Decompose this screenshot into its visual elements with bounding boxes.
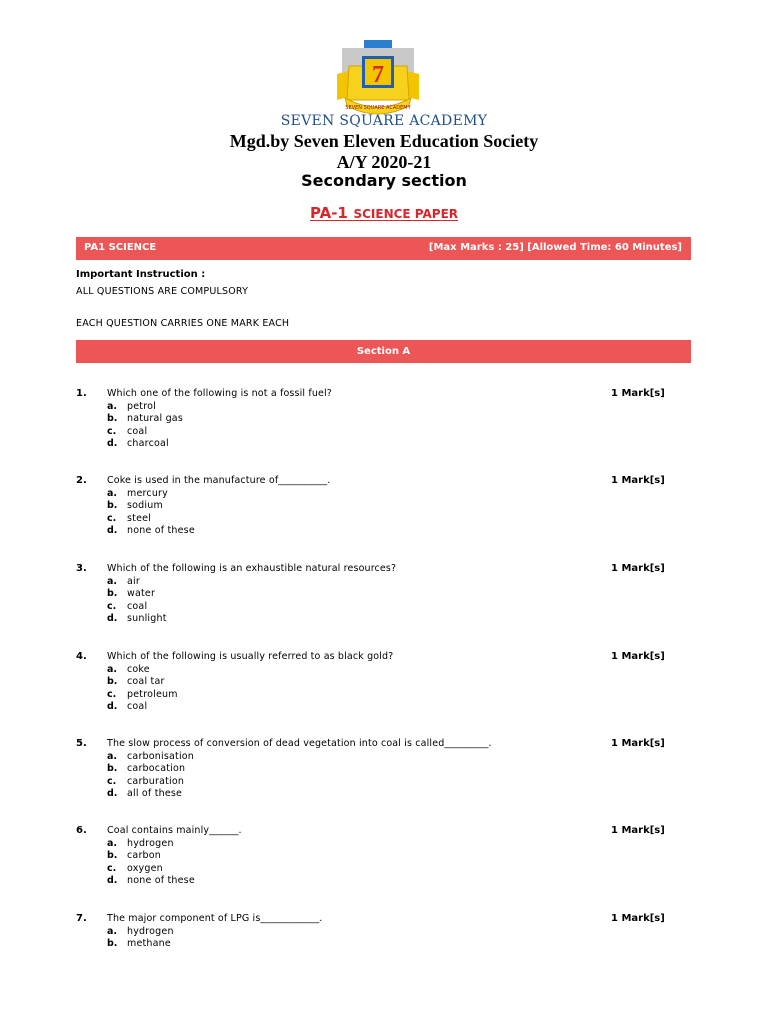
option-letter: d. xyxy=(107,613,118,624)
question-text: Which of the following is usually referred to as black gold? xyxy=(107,651,394,662)
academy-logo xyxy=(337,40,419,118)
paper-info-bar xyxy=(76,237,691,260)
option-letter: b. xyxy=(107,763,118,774)
academic-year: A/Y 2020-21 xyxy=(336,152,432,172)
question-text: Coke is used in the manufacture of__________. xyxy=(107,475,331,486)
option-text: oxygen xyxy=(127,863,163,874)
question-text: Which one of the following is not a fossil fuel? xyxy=(107,388,333,399)
option-text: sunlight xyxy=(127,613,167,624)
question-number: 6. xyxy=(76,825,87,836)
option-text: methane xyxy=(127,938,171,949)
instruction-line: EACH QUESTION CARRIES ONE MARK EACH xyxy=(76,318,290,329)
option-item xyxy=(107,500,163,511)
option-item xyxy=(107,863,163,874)
option-letter: a. xyxy=(107,401,118,412)
option-letter: a. xyxy=(107,664,118,675)
option-letter: a. xyxy=(107,576,118,587)
option-item xyxy=(107,788,182,799)
question-marks: 1 Mark[s] xyxy=(611,475,665,486)
option-letter: a. xyxy=(107,751,118,762)
option-letter: d. xyxy=(107,525,118,536)
option-letter: d. xyxy=(107,788,118,799)
option-item xyxy=(107,413,183,424)
option-item xyxy=(107,751,194,762)
question-marks: 1 Mark[s] xyxy=(611,913,665,924)
option-item xyxy=(107,850,161,861)
svg-text:SEVEN SQUARE ACADEMY: SEVEN SQUARE ACADEMY xyxy=(345,105,411,111)
option-text: carburation xyxy=(127,776,185,787)
option-letter: d. xyxy=(107,438,118,449)
option-text: none of these xyxy=(127,875,195,886)
option-item xyxy=(107,426,147,437)
option-text: natural gas xyxy=(127,413,183,424)
question-marks: 1 Mark[s] xyxy=(611,388,665,399)
option-text: water xyxy=(127,588,156,599)
option-text: carbocation xyxy=(127,763,186,774)
question-number: 7. xyxy=(76,913,87,924)
option-letter: a. xyxy=(107,926,118,937)
paper-title-prefix: PA-1 xyxy=(309,204,348,222)
question-marks: 1 Mark[s] xyxy=(611,563,665,574)
instruction-heading: Important Instruction : xyxy=(76,269,206,280)
option-item xyxy=(107,513,151,524)
section-header: Section A xyxy=(76,340,691,363)
question-text: The major component of LPG is____________. xyxy=(107,913,323,924)
option-text: hydrogen xyxy=(127,838,174,849)
option-text: coke xyxy=(127,664,150,675)
svg-text:7: 7 xyxy=(372,62,384,88)
question-number: 5. xyxy=(76,738,87,749)
option-item xyxy=(107,601,147,612)
option-text: coal xyxy=(127,701,148,712)
option-text: coal tar xyxy=(127,676,165,687)
academy-name: SEVEN SQUARE ACADEMY xyxy=(280,113,488,129)
option-letter: c. xyxy=(107,863,117,874)
option-text: all of these xyxy=(127,788,183,799)
option-item xyxy=(107,401,156,412)
option-letter: c. xyxy=(107,689,117,700)
option-text: hydrogen xyxy=(127,926,174,937)
marks-time-label: [Max Marks : 25] [Allowed Time: 60 Minutes] xyxy=(428,242,682,253)
option-letter: b. xyxy=(107,850,118,861)
option-text: mercury xyxy=(127,488,168,499)
option-item xyxy=(107,763,185,774)
subject-label: PA1 SCIENCE xyxy=(84,242,157,253)
option-item xyxy=(107,613,167,624)
option-item xyxy=(107,776,184,787)
option-letter: c. xyxy=(107,776,117,787)
option-item xyxy=(107,664,150,675)
question-marks: 1 Mark[s] xyxy=(611,651,665,662)
option-text: steel xyxy=(127,513,152,524)
question-marks: 1 Mark[s] xyxy=(611,738,665,749)
society-name: Mgd.by Seven Eleven Education Society xyxy=(229,131,539,151)
option-text: charcoal xyxy=(127,438,169,449)
option-letter: a. xyxy=(107,488,118,499)
option-text: carbon xyxy=(127,850,162,861)
option-letter: b. xyxy=(107,676,118,687)
question-number: 2. xyxy=(76,475,87,486)
option-item xyxy=(107,838,174,849)
option-letter: c. xyxy=(107,426,117,437)
option-text: petroleum xyxy=(127,689,178,700)
option-item xyxy=(107,676,165,687)
option-letter: b. xyxy=(107,588,118,599)
option-letter: b. xyxy=(107,500,118,511)
option-letter: d. xyxy=(107,875,118,886)
option-letter: c. xyxy=(107,601,117,612)
option-letter: b. xyxy=(107,413,118,424)
paper-title xyxy=(0,203,768,222)
option-item xyxy=(107,875,195,886)
option-letter: c. xyxy=(107,513,117,524)
option-item xyxy=(107,488,168,499)
question-number: 1. xyxy=(76,388,87,399)
option-letter: a. xyxy=(107,838,118,849)
option-text: sodium xyxy=(127,500,163,511)
question-text: Coal contains mainly______. xyxy=(107,825,242,836)
option-item xyxy=(107,701,147,712)
question-number: 4. xyxy=(76,651,87,662)
option-text: air xyxy=(127,576,140,587)
option-text: none of these xyxy=(127,525,195,536)
option-text: coal xyxy=(127,601,148,612)
option-letter: b. xyxy=(107,938,118,949)
option-text: carbonisation xyxy=(127,751,195,762)
option-item xyxy=(107,689,178,700)
option-letter: d. xyxy=(107,701,118,712)
option-item xyxy=(107,938,171,949)
option-item xyxy=(107,525,195,536)
instruction-line: ALL QUESTIONS ARE COMPULSORY xyxy=(76,286,249,297)
option-item xyxy=(107,588,155,599)
question-text: The slow process of conversion of dead vegetation into coal is called_________. xyxy=(107,738,492,749)
question-marks: 1 Mark[s] xyxy=(611,825,665,836)
section-title: Secondary section xyxy=(301,171,467,190)
option-item xyxy=(107,926,174,937)
paper-title-suffix: SCIENCE PAPER xyxy=(353,207,459,221)
option-text: coal xyxy=(127,426,148,437)
option-item xyxy=(107,576,140,587)
option-item xyxy=(107,438,169,449)
question-text: Which of the following is an exhaustible natural resources? xyxy=(107,563,397,574)
question-number: 3. xyxy=(76,563,87,574)
option-text: petrol xyxy=(127,401,156,412)
